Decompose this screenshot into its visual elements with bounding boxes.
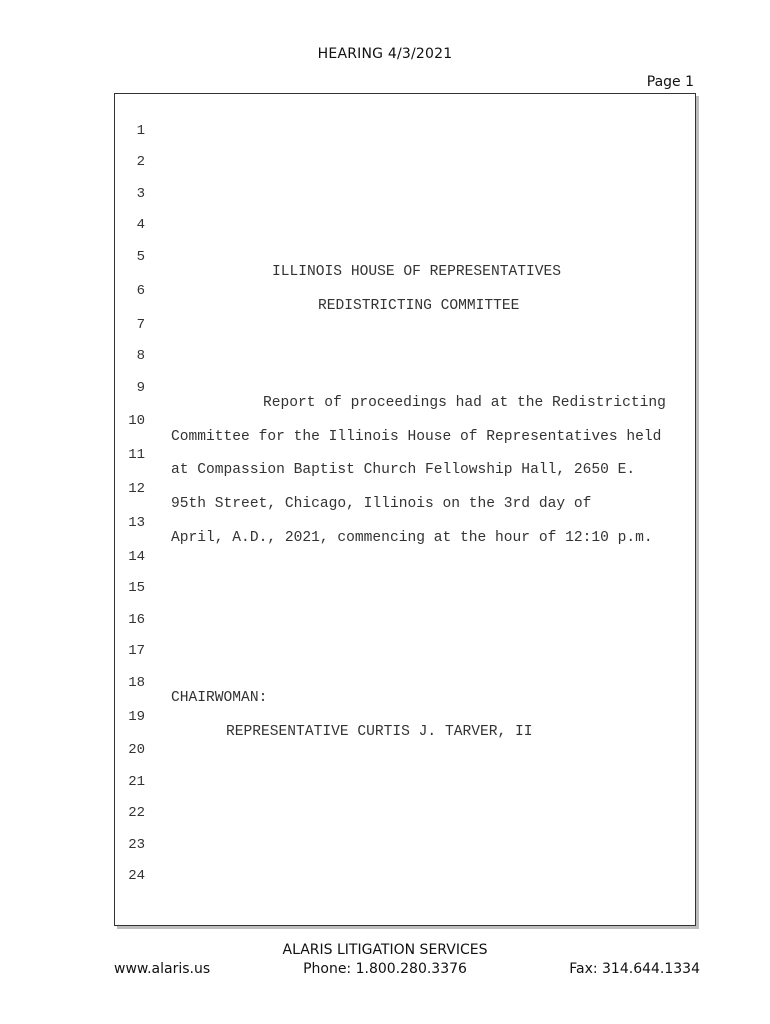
report-text-line: April, A.D., 2021, commencing at the hour of 12:10 p.m. — [171, 530, 653, 546]
report-text-line: at Compassion Baptist Church Fellowship Hall, 2650 E. — [171, 462, 636, 478]
chair-label: CHAIRWOMAN: — [171, 690, 268, 706]
line-number: 5 — [136, 249, 145, 265]
line-number: 14 — [128, 549, 145, 565]
footer-phone: Phone: 1.800.280.3376 — [303, 961, 467, 977]
footer-fax: Fax: 314.644.1334 — [569, 961, 700, 977]
line-number: 4 — [136, 217, 145, 233]
footer-website: www.alaris.us — [114, 961, 211, 977]
line-number: 21 — [128, 774, 145, 790]
line-number: 3 — [136, 186, 145, 202]
line-number: 6 — [136, 283, 145, 299]
line-number: 7 — [136, 317, 145, 333]
chair-name: REPRESENTATIVE CURTIS J. TARVER, II — [226, 724, 533, 740]
report-text-line: Report of proceedings had at the Redistricting — [263, 395, 666, 411]
line-number: 23 — [128, 837, 145, 853]
committee-subtitle: REDISTRICTING COMMITTEE — [318, 298, 520, 314]
line-number: 16 — [128, 612, 145, 628]
transcript-page — [114, 93, 696, 926]
line-number: 13 — [128, 515, 145, 531]
line-number: 18 — [128, 675, 145, 691]
report-text-line: 95th Street, Chicago, Illinois on the 3rd day of — [171, 496, 592, 512]
line-number: 10 — [128, 413, 145, 429]
committee-title: ILLINOIS HOUSE OF REPRESENTATIVES — [272, 264, 562, 280]
line-number: 24 — [128, 868, 145, 884]
line-number: 17 — [128, 643, 145, 659]
line-number: 1 — [136, 123, 145, 139]
line-number: 12 — [128, 481, 145, 497]
line-number: 9 — [136, 380, 145, 396]
line-number: 2 — [136, 154, 145, 170]
line-number: 20 — [128, 742, 145, 758]
line-number: 19 — [128, 709, 145, 725]
report-text-line: Committee for the Illinois House of Representatives held — [171, 429, 662, 445]
document-header-title: HEARING 4/3/2021 — [317, 46, 453, 62]
line-number: 15 — [128, 580, 145, 596]
line-number: 22 — [128, 805, 145, 821]
line-number: 11 — [128, 447, 145, 463]
page-number: Page 1 — [646, 74, 694, 90]
line-number: 8 — [136, 348, 145, 364]
footer-company-name: ALARIS LITIGATION SERVICES — [282, 942, 488, 958]
